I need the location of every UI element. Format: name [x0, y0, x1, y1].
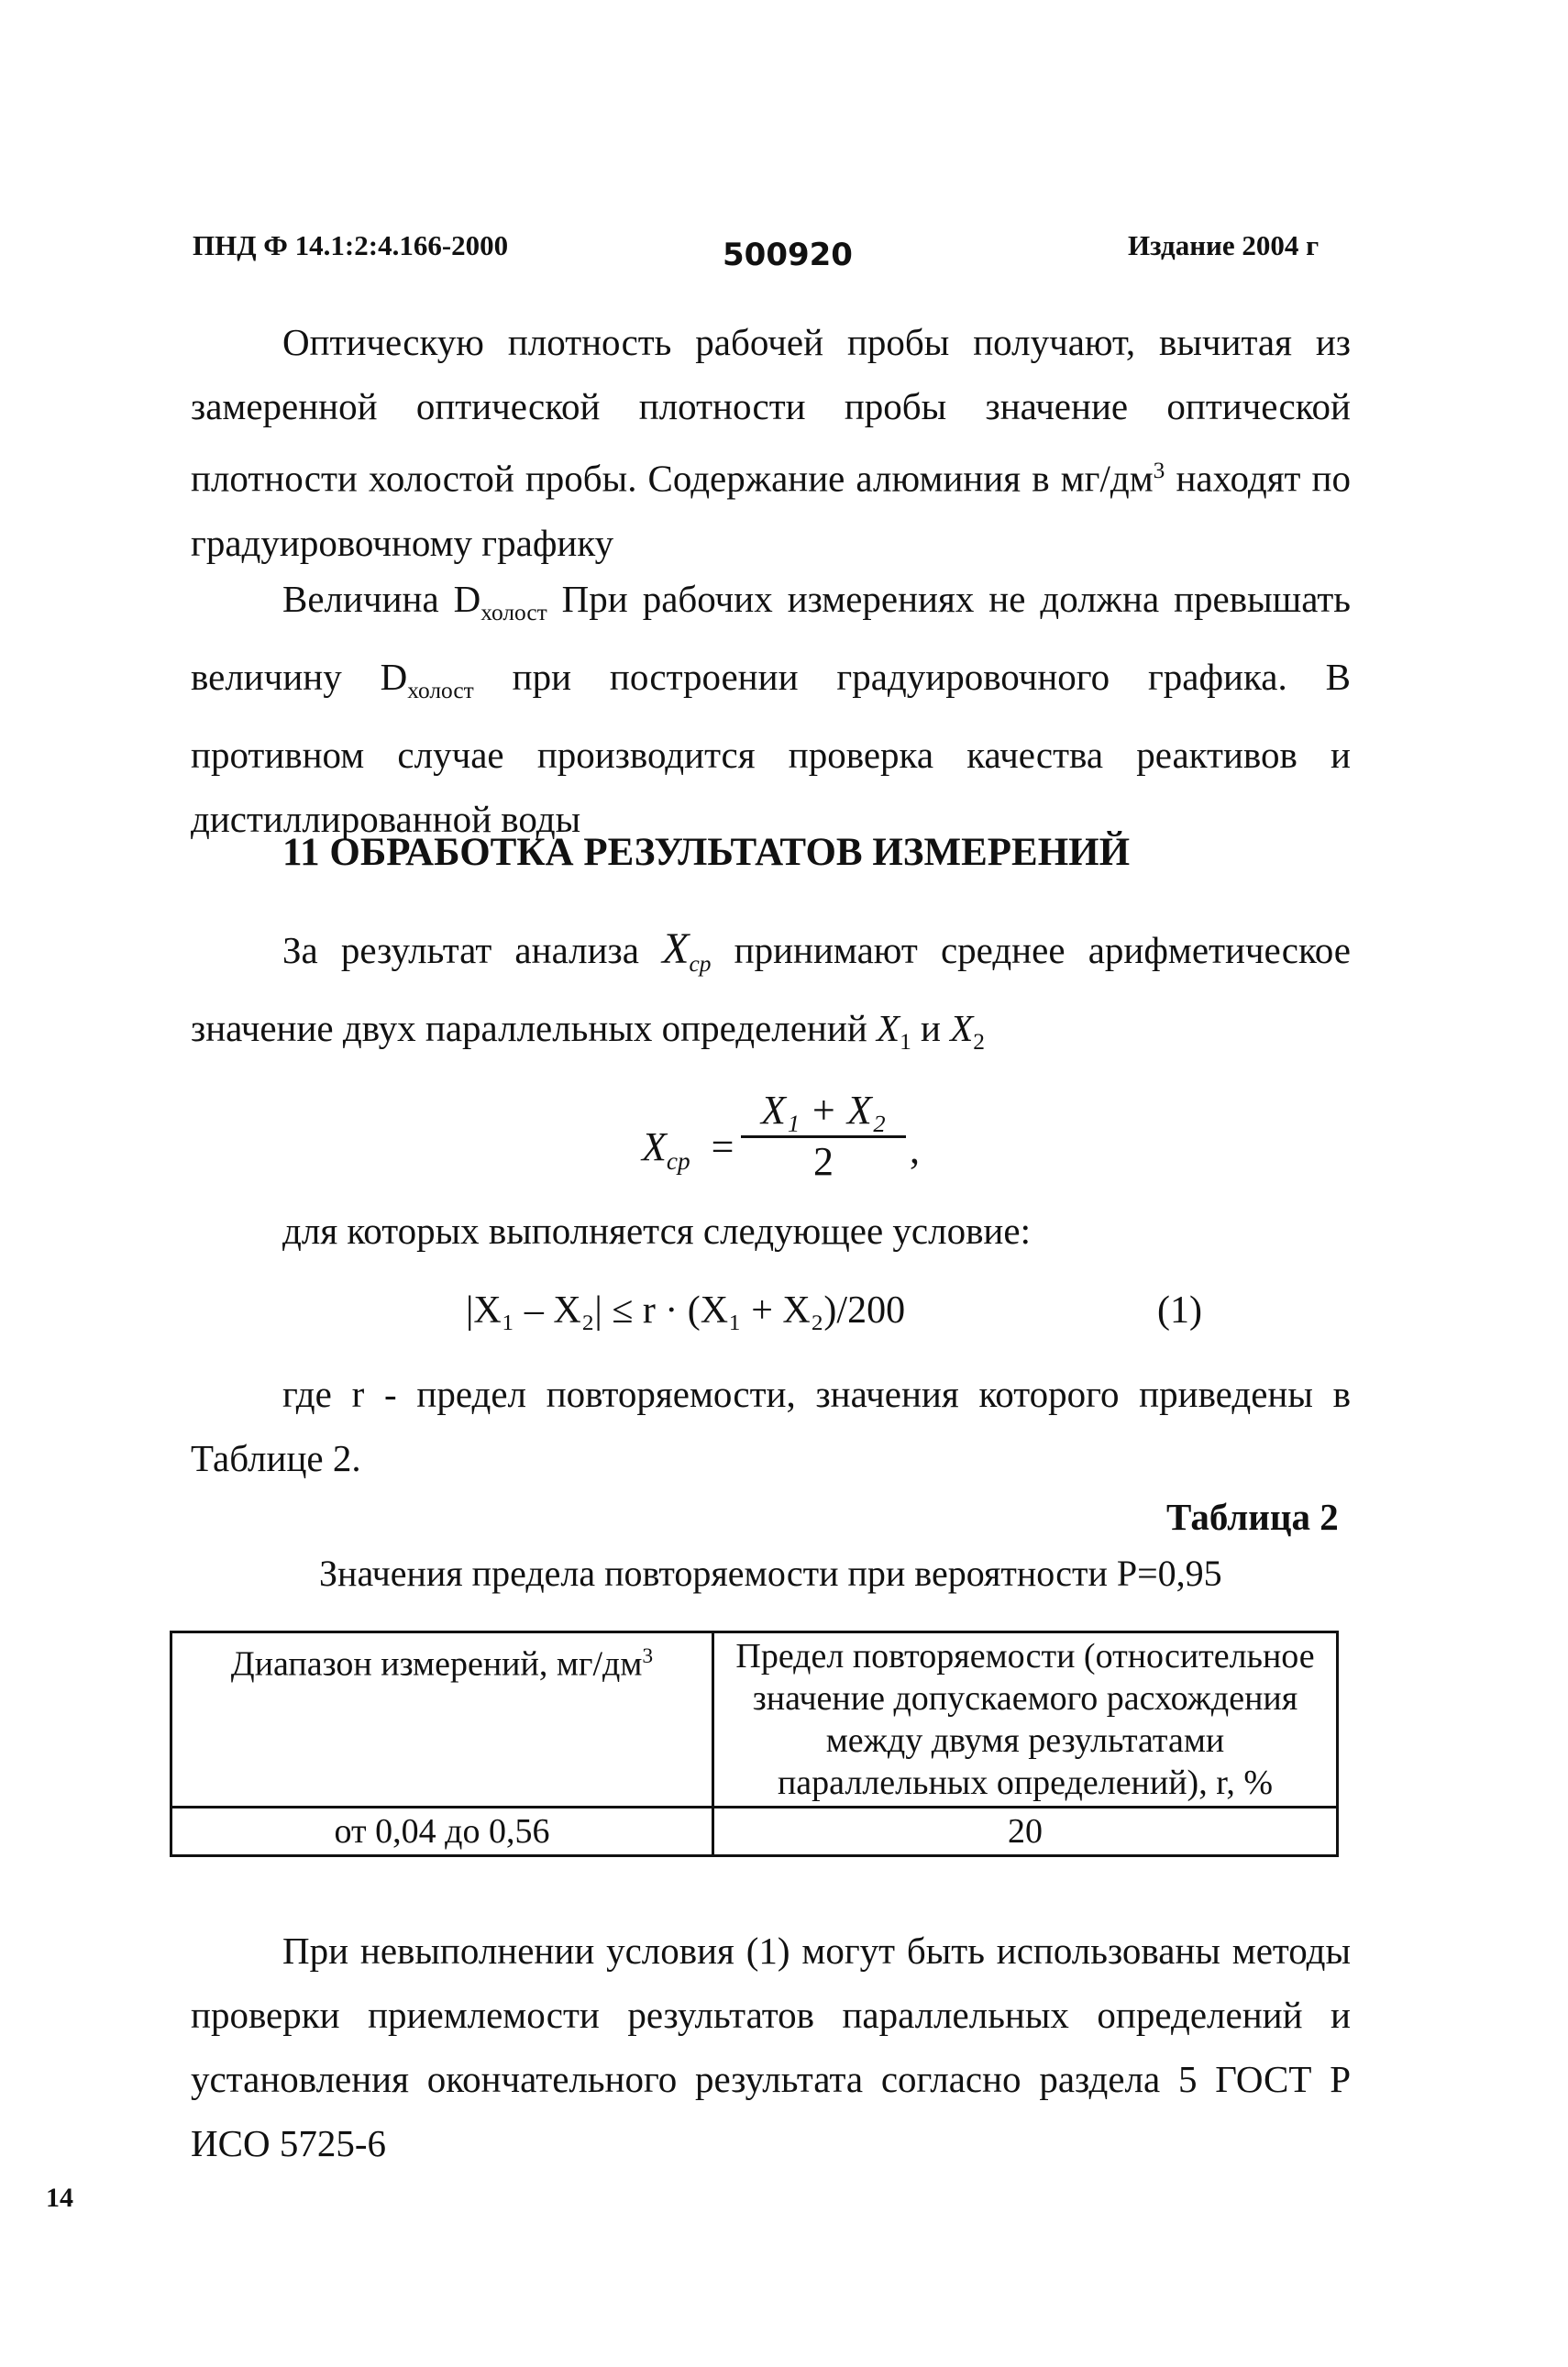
formula-fraction: [741, 1087, 906, 1185]
math-variable: X: [950, 1007, 974, 1050]
header-text: Диапазон измерений, мг/дм: [230, 1644, 643, 1684]
paragraph-text: и: [911, 1007, 951, 1050]
subscript: ср: [666, 1146, 690, 1175]
table-row: [171, 1808, 1338, 1856]
table-label: Таблица 2: [1166, 1496, 1339, 1538]
paragraph-text: Оптическую плотность рабочей пробы получают, вычитая из замеренной оптической плотности пробы значение оптической плотности холостой пробы. Содержание алюминия в мг/дм: [191, 321, 1351, 500]
document-code: ПНД Ф 14.1:2:4.166-2000: [193, 229, 509, 261]
paragraph-result-definition: [191, 917, 1351, 1074]
table-header-range: [171, 1632, 713, 1808]
subscript: 1: [900, 1029, 911, 1056]
paragraph-text: находят по градуировочному графику: [191, 457, 1351, 564]
paragraph-repeatability-limit: где r - предел повторяемости, значения которого приведены в Таблице 2.: [191, 1373, 1351, 1479]
subscript: ср: [689, 951, 712, 978]
paragraph-text: За результат анализа: [282, 929, 663, 971]
section-title: 11 ОБРАБОТКА РЕЗУЛЬТАТОВ ИЗМЕРЕНИЙ: [282, 831, 1131, 874]
condition-text: для которых выполняется следующее условие:: [282, 1210, 1031, 1252]
paragraph-blank-value: [191, 567, 1351, 851]
table-cell-value: 20: [713, 1808, 1338, 1856]
table-header-limit: Предел повторяемости (относительное значение допускаемого расхождения между двумя результатами параллельных определений), r, %: [713, 1632, 1338, 1808]
paragraph-text: принимают среднее арифметическое значение двух параллельных определений: [191, 929, 1351, 1050]
paragraph-text: При рабочих измерениях не должна превышать величину D: [191, 578, 1351, 699]
page-stamp: 500920: [723, 237, 853, 273]
formula-mean-lhs: [642, 1123, 734, 1176]
formula-condition: |X₁ – X₂| ≤ r · (X₁ + X₂)/200: [466, 1289, 906, 1332]
fraction-denominator: 2: [813, 1139, 834, 1184]
superscript: 3: [642, 1644, 654, 1668]
formula-trailing-comma: ,: [910, 1127, 920, 1172]
paragraph-optical-density: [191, 310, 1351, 575]
repeatability-table: [170, 1631, 1339, 1857]
paragraph-text: Величина D: [282, 578, 481, 620]
table-header-row: [171, 1632, 1338, 1808]
paragraph-noncompliance: При невыполнении условия (1) могут быть использованы методы проверки приемлемости результатов параллельных определений и установления окончательного результата согласно раздела 5 ГОСТ Р ИСО 5725-6: [191, 1930, 1351, 2164]
fraction-numerator: X₁ + X₂: [741, 1087, 906, 1138]
edition-label: Издание 2004 г: [1128, 229, 1320, 261]
subscript: холост: [480, 600, 547, 626]
table-cell-range: от 0,04 до 0,56: [171, 1808, 713, 1856]
superscript: 3: [1153, 458, 1165, 483]
math-variable: X: [877, 1007, 900, 1050]
equals-sign: =: [711, 1124, 734, 1169]
math-variable: X: [642, 1124, 667, 1169]
table-caption: Значения предела повторяемости при вероятности Р=0,95: [319, 1553, 1222, 1594]
subscript: 2: [973, 1029, 985, 1056]
formula-number: (1): [1157, 1289, 1202, 1332]
math-variable: X: [662, 924, 690, 973]
page-number: 14: [46, 2183, 73, 2213]
subscript: холост: [407, 678, 474, 704]
paragraph-text: при построении градуировочного графика. В противном случае производится проверка качества реактивов и дистиллированной воды: [191, 656, 1351, 841]
